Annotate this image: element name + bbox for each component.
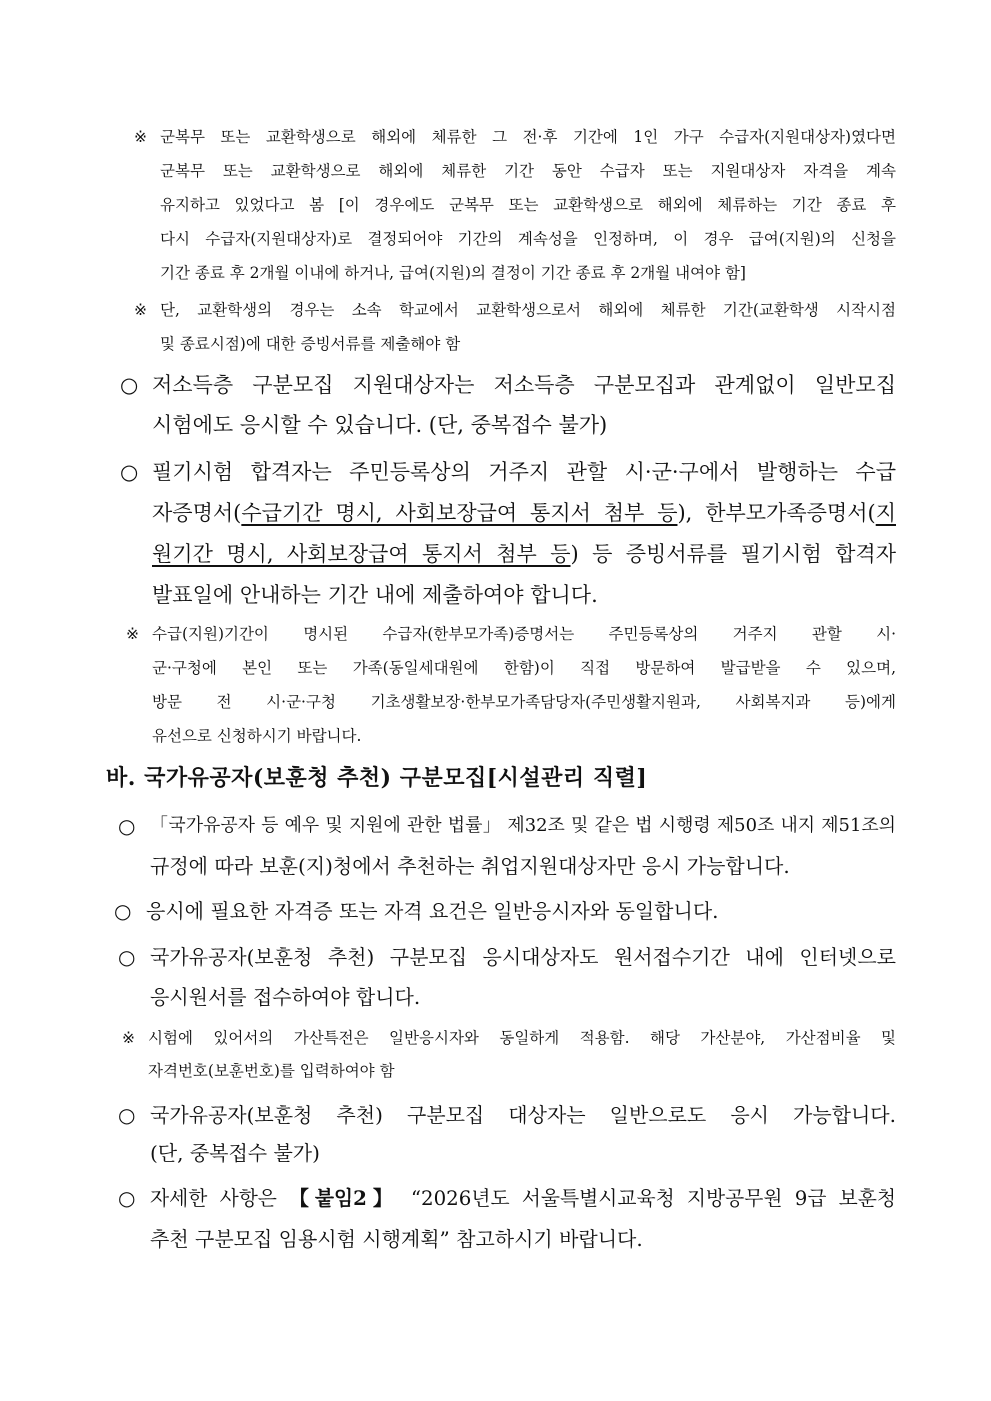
para-line [118, 1178, 896, 1219]
para-veterans-law [118, 806, 896, 886]
para-line: 규정에 따라 보훈(지)청에서 추천하는 취업지원대상자만 응시 가능합니다. [150, 854, 790, 878]
para-line: 발표일에 안내하는 기간 내에 제출하여야 합니다. [152, 583, 598, 607]
bullet-marker: ○ [120, 373, 139, 397]
section-heading: 바. 국가유공자(보훈청 추천) 구분모집[시설관리 직렬] [106, 765, 648, 791]
para-line [120, 534, 896, 575]
bullet-marker: ○ [118, 1103, 136, 1127]
para-qualification-requirements [114, 891, 896, 931]
underlined-text: 원기간 명시, 사회보장급여 통지서 첨부 등 [152, 542, 571, 566]
para-line: 국가유공자(보훈청 추천) 구분모집 대상자는 일반으로도 응시 가능합니다. [150, 1103, 896, 1127]
note-marker: ※ [122, 1029, 135, 1047]
para-line: 필기시험 합격자는 주민등록상의 거주지 관할 시·군·구에서 발행하는 수급 [152, 460, 896, 484]
note-marker: ※ [134, 128, 147, 146]
text-run: “2026년도 서울특별시교육청 지방공무원 9급 보훈청 [398, 1187, 897, 1210]
para-line: 국가유공자(보훈청 추천) 구분모집 응시대상자도 원서접수기간 내에 인터넷으로 [150, 945, 896, 969]
para-see-attachment [118, 1178, 896, 1259]
note-line: 자격번호(보훈번호)를 입력하여야 함 [148, 1062, 395, 1080]
para-line: 응시원서를 접수하여야 합니다. [150, 985, 421, 1009]
para-line [120, 493, 896, 534]
para-low-income-general [120, 365, 896, 445]
para-line: 시험에도 응시할 수 있습니다. (단, 중복접수 불가) [152, 413, 608, 437]
note-line: 방문 전 시·군·구청 기초생활보장·한부모가족담당자(주민생활지원과, 사회복지과 등)에게 [152, 693, 896, 711]
note-line: 유지하고 있었다고 봄 [이 경우에도 군복무 또는 교환학생으로 해외에 체류하는 기간 종료 후 [160, 196, 896, 214]
note-exchange-student-proof [134, 293, 896, 361]
note-line: 유선으로 신청하시기 바랍니다. [152, 727, 362, 745]
note-certificate-issuance [126, 617, 896, 753]
note-bonus-points [122, 1022, 896, 1088]
para-line: 저소득층 구분모집 지원대상자는 저소득층 구분모집과 관계없이 일반모집 [152, 373, 896, 397]
para-written-exam-documents [120, 452, 896, 616]
para-online-application [118, 937, 896, 1017]
note-line: 다시 수급자(지원대상자)로 결정되어야 기간의 계속성을 인정하며, 이 경우 급여(지원)의 신청을 [160, 230, 896, 248]
note-line: 군복무 또는 교환학생으로 해외에 체류한 그 전·후 기간에 1인 가구 수급자(지원대상자)였다면 [160, 128, 896, 146]
note-line: 단, 교환학생의 경우는 소속 학교에서 교환학생으로서 해외에 체류한 기간(교환학생 시작시점 [160, 301, 896, 319]
bullet-marker: ○ [114, 899, 132, 923]
note-marker: ※ [134, 301, 147, 319]
note-line: 군복무 또는 교환학생으로 해외에 체류한 기간 동안 수급자 또는 지원대상자 자격을 계속 [160, 162, 896, 180]
para-line: 「국가유공자 등 예우 및 지원에 관한 법률」 제32조 및 같은 법 시행령 제50조 내지 제51조의 [150, 815, 896, 836]
bullet-marker: ○ [120, 460, 139, 484]
para-line: (단, 중복접수 불가) [150, 1141, 320, 1165]
bullet-marker: ○ [118, 1186, 136, 1210]
note-line: 기간 종료 후 2개월 이내에 하거나, 급여(지원)의 결정이 기간 종료 후 2개월 내여야 함] [160, 264, 746, 282]
attachment-reference: 【붙임2】 [289, 1186, 399, 1210]
underlined-text: 수급기간 명시, 사회보장급여 통지서 첨부 등 [241, 501, 678, 525]
note-marker: ※ [126, 625, 139, 643]
para-line: 추천 구분모집 임용시험 시행계획” 참고하시기 바랍니다. [150, 1227, 643, 1251]
bullet-marker: ○ [118, 814, 136, 838]
note-line: 군·구청에 본인 또는 가족(동일세대원에 한함)이 직접 방문하여 발급받을 수 있으며, [152, 659, 896, 677]
underlined-text: 지 [875, 501, 896, 525]
note-line: 및 종료시점)에 대한 증빙서류를 제출해야 함 [160, 335, 461, 353]
note-line: 시험에 있어서의 가산특전은 일반응시자와 동일하게 적용함. 해당 가산분야, 가산점비율 및 [148, 1029, 896, 1047]
text-run: ) 등 증빙서류를 필기시험 합격자 [570, 542, 896, 566]
text-run: 자증명서( [152, 501, 242, 525]
text-run: ), 한부모가족증명서( [677, 501, 876, 525]
para-line: 응시에 필요한 자격증 또는 자격 요건은 일반응시자와 동일합니다. [146, 899, 719, 923]
text-run: 자세한 사항은 [150, 1187, 290, 1210]
note-line: 수급(지원)기간이 명시된 수급자(한부모가족)증명서는 주민등록상의 거주지 관할 시· [152, 625, 896, 643]
note-military-exchange [134, 120, 896, 290]
para-general-application-allowed [118, 1096, 896, 1172]
bullet-marker: ○ [118, 945, 136, 969]
